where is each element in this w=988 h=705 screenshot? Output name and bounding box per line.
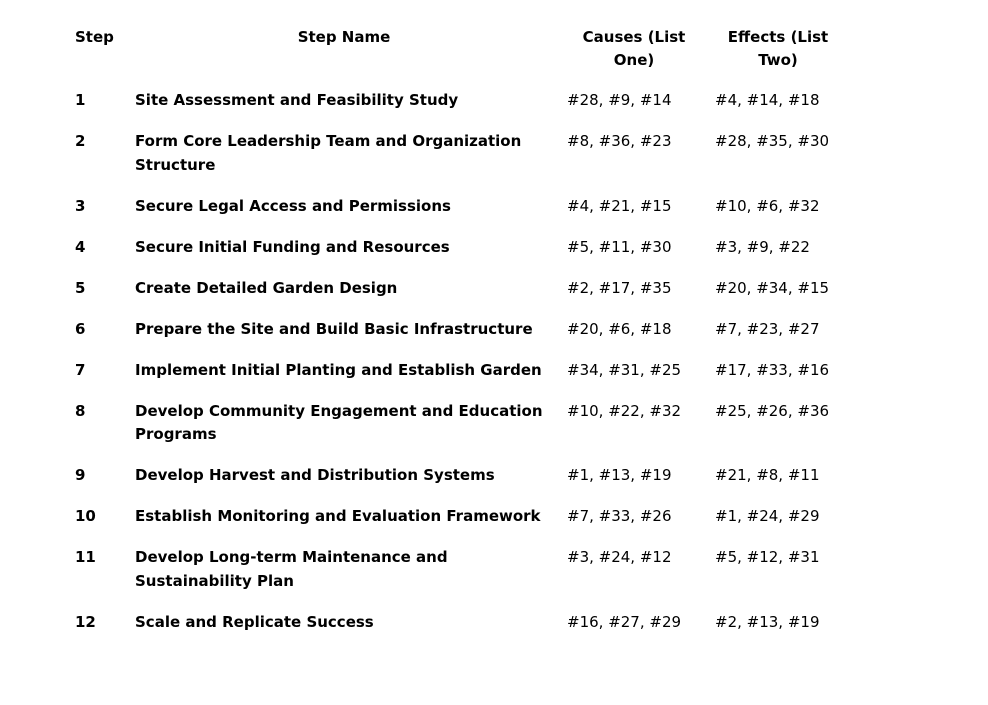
step-number: 10 (75, 507, 96, 525)
step-causes: #34, #31, #25 (567, 360, 682, 379)
step-effects: #4, #14, #18 (715, 91, 820, 109)
step-effects: #2, #13, #19 (715, 612, 820, 631)
step-causes: #5, #11, #30 (567, 237, 672, 256)
step-name: Secure Legal Access and Permissions (135, 196, 451, 215)
step-name: Implement Initial Planting and Establish Garden (135, 360, 542, 379)
step-causes: #4, #21, #15 (567, 196, 672, 215)
table-row (68, 130, 848, 195)
step-effects: #7, #23, #27 (715, 319, 820, 338)
table-row (68, 400, 848, 465)
step-causes: #1, #13, #19 (567, 466, 672, 484)
step-name: Develop Harvest and Distribution Systems (135, 466, 495, 484)
step-name: Create Detailed Garden Design (135, 278, 398, 297)
step-number: 5 (75, 278, 86, 297)
step-number: 2 (75, 132, 86, 150)
header-step-name: Step Name (297, 28, 391, 46)
table-row (68, 277, 848, 318)
step-name: Develop Long-term Maintenance and Sustainability Plan (135, 548, 448, 590)
step-causes: #7, #33, #26 (567, 507, 672, 525)
step-number: 4 (75, 237, 86, 256)
step-effects: #3, #9, #22 (715, 237, 810, 256)
header-causes: Causes (List One) (582, 28, 686, 69)
step-name: Scale and Replicate Success (135, 612, 374, 631)
step-number: 12 (75, 612, 96, 631)
step-causes: #8, #36, #23 (567, 132, 672, 150)
table-row (68, 89, 848, 130)
step-name: Develop Community Engagement and Education Programs (135, 401, 543, 443)
step-number: 6 (75, 319, 86, 338)
step-effects: #20, #34, #15 (715, 278, 830, 297)
table-row (68, 505, 848, 546)
step-effects: #21, #8, #11 (715, 466, 820, 484)
step-name: Establish Monitoring and Evaluation Framework (135, 507, 541, 525)
step-number: 8 (75, 401, 86, 420)
step-effects: #5, #12, #31 (715, 548, 820, 566)
step-number: 7 (75, 360, 86, 379)
step-name: Secure Initial Funding and Resources (135, 237, 450, 256)
step-number: 3 (75, 196, 86, 215)
step-name: Prepare the Site and Build Basic Infrastructure (135, 319, 533, 338)
table-row (68, 464, 848, 505)
step-effects: #28, #35, #30 (715, 132, 830, 150)
step-causes: #28, #9, #14 (567, 91, 672, 109)
step-causes: #10, #22, #32 (567, 401, 682, 420)
step-name: Form Core Leadership Team and Organization Structure (135, 132, 522, 174)
table-row (68, 359, 848, 400)
step-causes: #16, #27, #29 (567, 612, 682, 631)
step-effects: #1, #24, #29 (715, 507, 820, 525)
table-row (68, 195, 848, 236)
step-number: 1 (75, 91, 86, 109)
steps-table (68, 18, 848, 652)
header-row (68, 18, 848, 89)
table-row (68, 236, 848, 277)
step-causes: #20, #6, #18 (567, 319, 672, 338)
table-body (68, 89, 848, 652)
table-header (68, 18, 848, 89)
step-name: Site Assessment and Feasibility Study (135, 91, 459, 109)
step-causes: #3, #24, #12 (567, 548, 672, 566)
step-number: 9 (75, 466, 86, 484)
table-row (68, 546, 848, 611)
table-row (68, 611, 848, 652)
step-effects: #17, #33, #16 (715, 360, 830, 379)
header-step: Step (75, 28, 114, 46)
table-row (68, 318, 848, 359)
step-number: 11 (75, 548, 96, 566)
header-effects: Effects (List Two) (727, 28, 829, 69)
step-causes: #2, #17, #35 (567, 278, 672, 297)
step-effects: #10, #6, #32 (715, 196, 820, 215)
step-effects: #25, #26, #36 (715, 401, 830, 420)
